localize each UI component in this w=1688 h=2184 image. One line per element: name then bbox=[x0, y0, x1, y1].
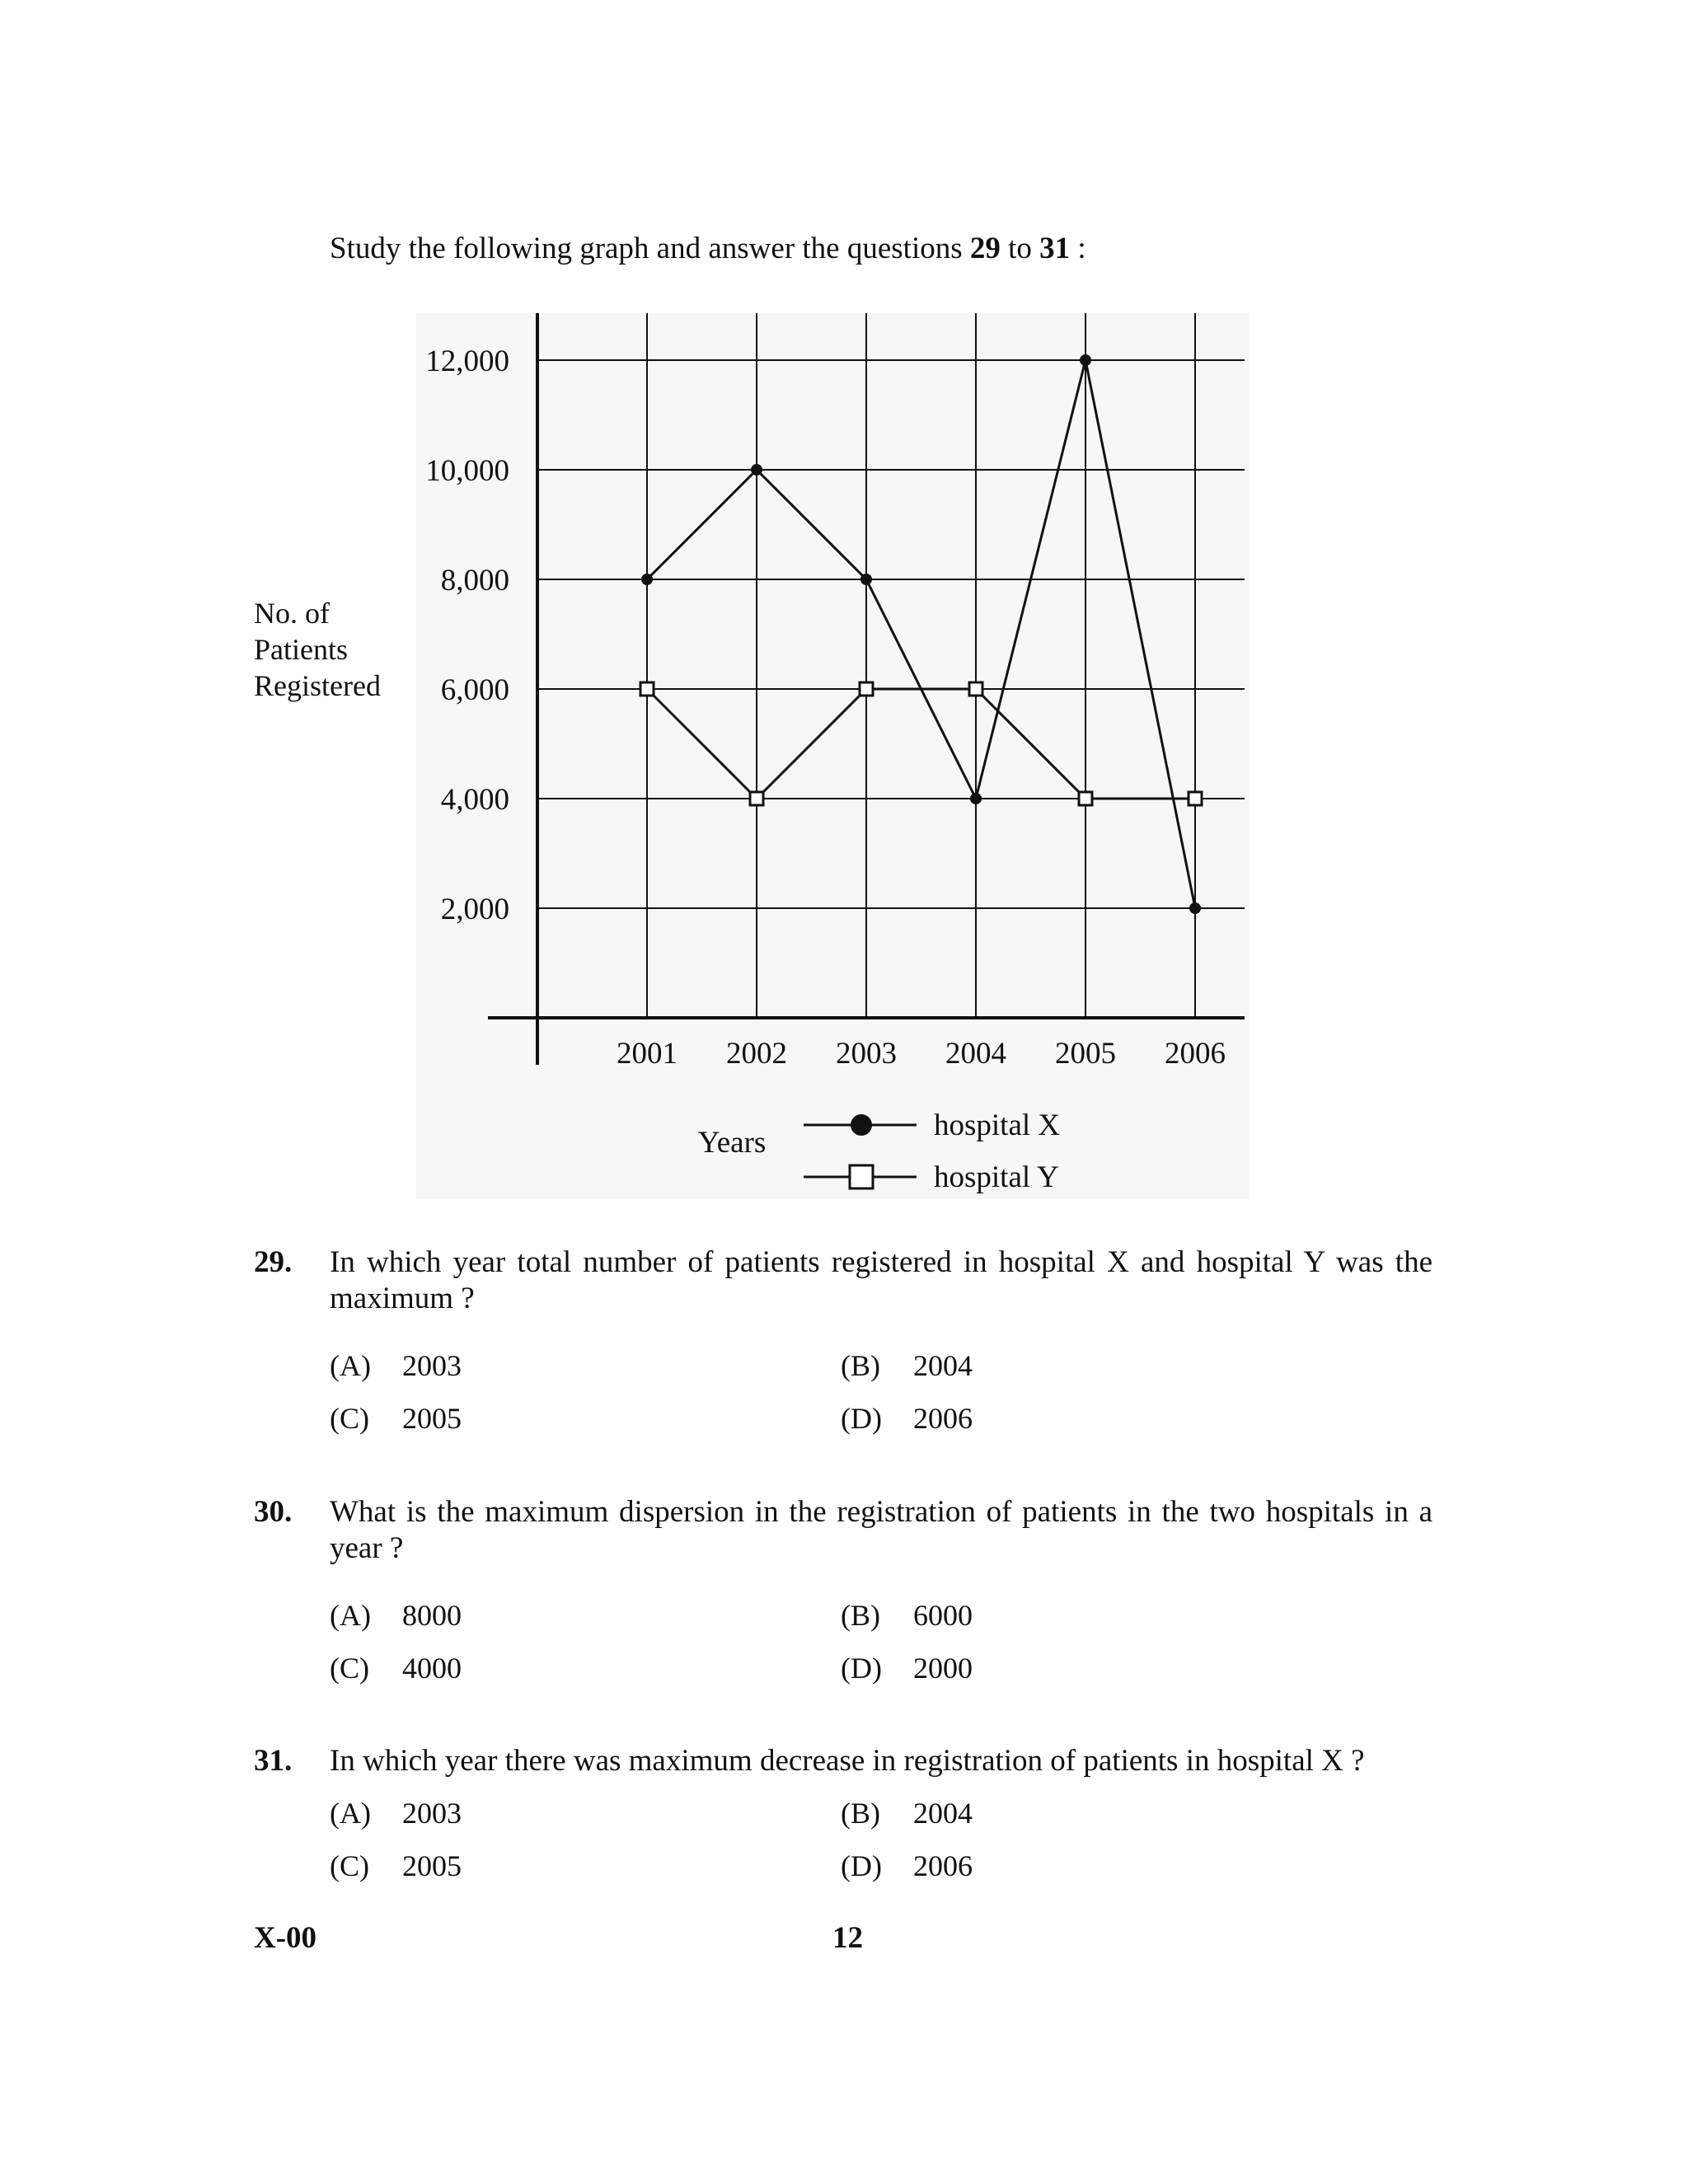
option-label: (D) bbox=[841, 1849, 882, 1882]
option-value: 2006 bbox=[913, 1402, 973, 1435]
option-value: 6000 bbox=[913, 1599, 973, 1632]
instruction-mid: to bbox=[1000, 232, 1040, 265]
option-c bbox=[330, 1401, 462, 1436]
option-b bbox=[841, 1598, 973, 1633]
instruction-post: : bbox=[1070, 232, 1086, 265]
option-label: (C) bbox=[330, 1402, 369, 1435]
point-hospital-y bbox=[860, 682, 873, 696]
point-hospital-x bbox=[860, 574, 872, 585]
x-tick-label: 2003 bbox=[836, 1037, 897, 1071]
option-label: (D) bbox=[841, 1402, 882, 1435]
option-label: (B) bbox=[841, 1797, 880, 1830]
option-label: (A) bbox=[330, 1797, 371, 1830]
x-tick-label: 2001 bbox=[617, 1037, 678, 1071]
point-hospital-x bbox=[1189, 902, 1201, 914]
y-tick-label: 8,000 bbox=[440, 564, 509, 598]
point-hospital-x bbox=[1080, 354, 1091, 366]
y-tick-label: 10,000 bbox=[425, 454, 509, 488]
question-text: In which year there was maximum decrease in registration of patients in hospital X ? bbox=[330, 1744, 1365, 1778]
point-hospital-x bbox=[751, 464, 762, 476]
y-axis-label-line-3: Registered bbox=[254, 669, 381, 702]
option-value: 2005 bbox=[402, 1402, 462, 1435]
option-value: 2000 bbox=[913, 1652, 973, 1685]
option-label: (D) bbox=[841, 1652, 882, 1685]
point-hospital-y bbox=[640, 682, 654, 696]
legend-label-hospital-y: hospital Y bbox=[934, 1160, 1059, 1194]
y-axis-label-line-1: No. of bbox=[254, 597, 330, 630]
page-number: 12 bbox=[832, 1921, 863, 1955]
option-value: 2004 bbox=[913, 1349, 973, 1382]
option-label: (C) bbox=[330, 1849, 369, 1882]
y-axis-label-line-2: Patients bbox=[254, 633, 348, 666]
point-hospital-y bbox=[969, 682, 982, 696]
legend-marker-hospital-x bbox=[851, 1114, 872, 1136]
option-a bbox=[330, 1598, 462, 1633]
paper-code: X-00 bbox=[254, 1921, 317, 1955]
option-value: 8000 bbox=[402, 1599, 462, 1632]
x-tick-label: 2006 bbox=[1165, 1037, 1226, 1071]
option-c bbox=[330, 1849, 462, 1883]
x-tick-label: 2002 bbox=[726, 1037, 787, 1071]
legend-marker-hospital-y bbox=[850, 1165, 873, 1188]
x-tick-label: 2004 bbox=[945, 1037, 1006, 1071]
option-b bbox=[841, 1796, 973, 1830]
option-value: 2006 bbox=[913, 1849, 973, 1882]
x-axis-label: Years bbox=[697, 1126, 767, 1160]
option-label: (B) bbox=[841, 1349, 880, 1382]
option-value: 2003 bbox=[402, 1349, 462, 1382]
y-tick-label: 12,000 bbox=[425, 344, 509, 378]
option-d bbox=[841, 1651, 973, 1685]
question-text: In which year total number of patients registered in hospital X and hospital Y was the maximum ? bbox=[330, 1245, 1432, 1315]
point-hospital-y bbox=[1189, 792, 1202, 805]
y-tick-label: 6,000 bbox=[440, 673, 509, 707]
question-number: 29. bbox=[254, 1245, 293, 1279]
option-label: (A) bbox=[330, 1599, 371, 1632]
option-b bbox=[841, 1348, 973, 1383]
option-d bbox=[841, 1849, 973, 1883]
point-hospital-y bbox=[750, 792, 763, 805]
question-number: 31. bbox=[254, 1744, 293, 1778]
instruction-q-to: 31 bbox=[1039, 232, 1071, 265]
option-a bbox=[330, 1796, 462, 1830]
point-hospital-x bbox=[970, 793, 982, 804]
option-label: (B) bbox=[841, 1599, 880, 1632]
option-value: 2003 bbox=[402, 1797, 462, 1830]
option-d bbox=[841, 1401, 973, 1436]
option-value: 4000 bbox=[402, 1652, 462, 1685]
option-label: (C) bbox=[330, 1652, 369, 1685]
y-tick-label: 4,000 bbox=[440, 783, 509, 817]
plot-background bbox=[416, 313, 1249, 1199]
legend-label-hospital-x: hospital X bbox=[934, 1108, 1061, 1142]
instruction-q-from: 29 bbox=[969, 232, 1001, 265]
option-value: 2004 bbox=[913, 1797, 973, 1830]
y-tick-label: 2,000 bbox=[440, 893, 509, 926]
instruction-pre: Study the following graph and answer the questions bbox=[330, 232, 970, 265]
option-value: 2005 bbox=[402, 1849, 462, 1882]
option-c bbox=[330, 1651, 462, 1685]
question-number: 30. bbox=[254, 1495, 293, 1529]
option-label: (A) bbox=[330, 1349, 371, 1382]
question-text: What is the maximum dispersion in the registration of patients in the two hospitals in a year ? bbox=[330, 1495, 1432, 1565]
option-a bbox=[330, 1348, 462, 1383]
point-hospital-y bbox=[1079, 792, 1092, 805]
x-tick-label: 2005 bbox=[1055, 1037, 1116, 1071]
point-hospital-x bbox=[641, 574, 653, 585]
